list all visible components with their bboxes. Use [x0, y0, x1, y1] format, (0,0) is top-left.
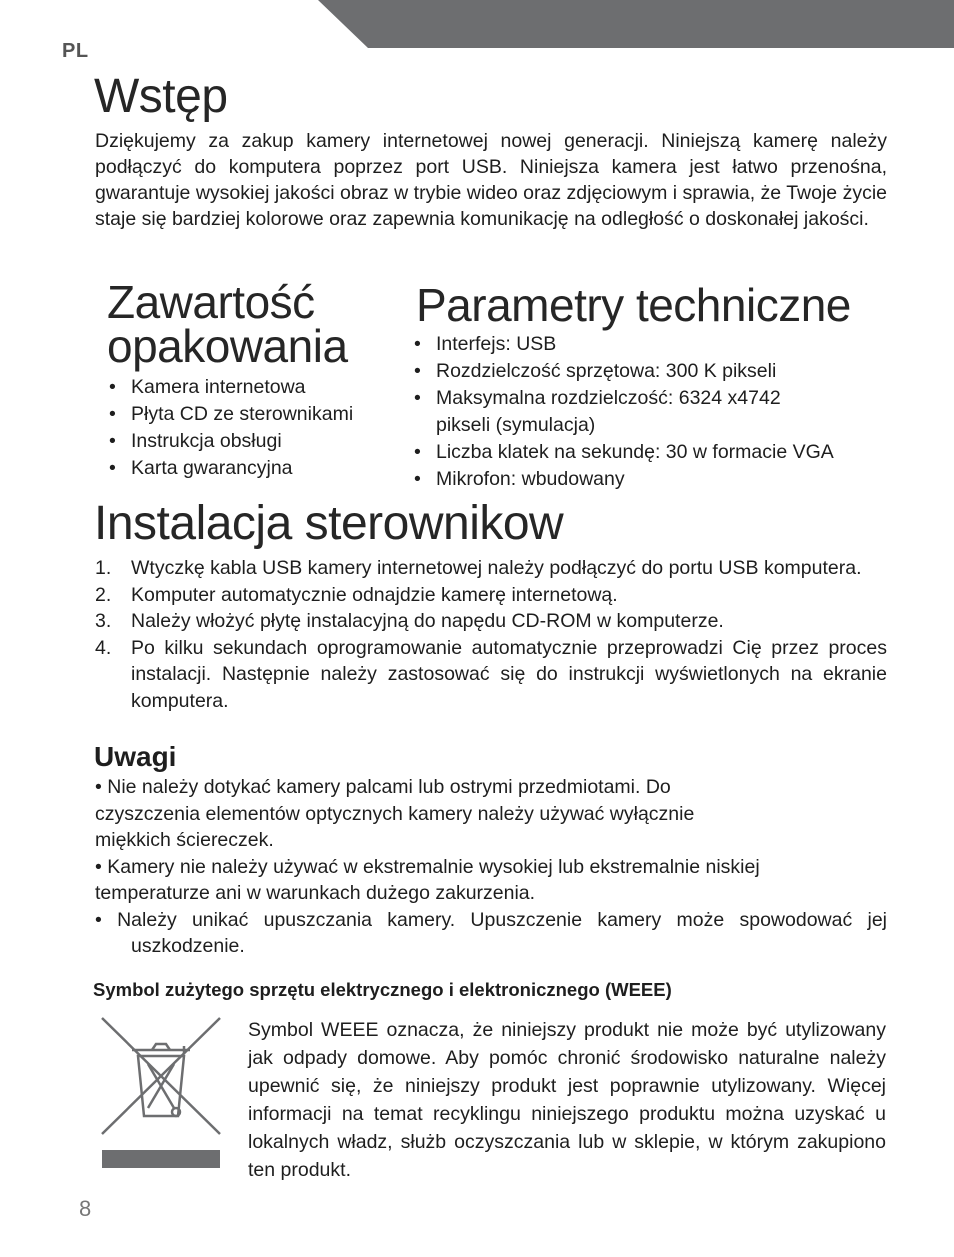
notes-list — [95, 774, 887, 960]
step-item — [95, 635, 887, 715]
list-item: • Rozdzielczość sprzętowa: 300 K pikseli — [414, 358, 894, 385]
list-item: • Kamera internetowa — [109, 374, 409, 401]
note-item: • Nie należy dotykać kamery palcami lub ostrymi przedmiotami. Do czyszczenia elementów optycznych kamery należy używać wyłącznie miękkich ściereczek. — [95, 776, 695, 851]
note-item: • Należy unikać upuszczania kamery. Upuszczenie kamery może spowodować jej uszkodzenie. — [95, 908, 887, 957]
list-item: • Instrukcja obsługi — [109, 428, 409, 455]
language-label: PL — [62, 40, 89, 62]
step-text: Należy włożyć płytę instalacyjną do napędu CD-ROM w komputerze. — [131, 610, 724, 632]
list-item: • Liczba klatek na sekundę: 30 w formacie VGA — [414, 439, 894, 466]
contents-list — [109, 374, 409, 482]
install-title: Instalacja sterownikow — [94, 497, 564, 550]
header-tab — [318, 0, 954, 48]
list-item: • Karta gwarancyjna — [109, 455, 409, 482]
list-item: • Płyta CD ze sterownikami — [109, 401, 409, 428]
step-text: Wtyczkę kabla USB kamery internetowej należy podłączyć do portu USB komputera. — [131, 557, 862, 579]
step-text: Komputer automatycznie odnajdzie kamerę internetową. — [131, 583, 618, 606]
step-number: 3. — [95, 610, 112, 632]
step-item — [95, 608, 887, 635]
page-number: 8 — [79, 1196, 92, 1221]
step-item — [95, 555, 887, 582]
intro-text: Dziękujemy za zakup kamery internetowej nowej generacji. Niniejszą kamerę należy podłączyć do komputera poprzez port USB. Niniejsza kamera jest łatwo przenośna, gwarantuje wysokiej jakości obraz w trybie wideo oraz zdjęciowym i sprawia, że Twoje życie staje się bardziej kolorowe oraz zapewnia komunikację na odległość o doskonałej jakości. — [95, 130, 887, 230]
weee-title: Symbol zużytego sprzętu elektrycznego i elektronicznego (WEEE) — [93, 979, 672, 1000]
notes-title: Uwagi — [94, 741, 177, 772]
list-item: • Maksymalna rozdzielczość: 6324 x4742 pikseli (symulacja) — [414, 385, 816, 439]
step-text: Po kilku sekundach oprogramowanie automatycznie przeprowadzi Cię przez proces instalacji. Następnie należy zastosować się do instrukcji wyświetlonych na ekranie komputera. — [131, 636, 887, 712]
specs-list — [414, 331, 894, 493]
step-number: 4. — [95, 636, 112, 659]
step-item — [95, 582, 887, 609]
intro-title: Wstęp — [94, 70, 228, 123]
install-steps — [95, 555, 887, 714]
step-number: 1. — [95, 557, 112, 579]
weee-text: Symbol WEEE oznacza, że niniejszy produkt nie może być utylizowany jak odpady domowe. Aby pomóc chronić środowisko naturalne należy upewnić się, że niniejszy produkt jest poprawnie utylizowany. Więcej informacji na temat recyklingu niniejszego produktu można uzyskać u lokalnych władz, służb oczyszczania lub w sklepie, w którym zakupiono ten produkt. — [248, 1019, 886, 1181]
specs-title: Parametry techniczne — [416, 279, 851, 331]
step-number: 2. — [95, 583, 112, 606]
contents-title: Zawartość opakowania — [107, 276, 348, 372]
note-item: • Kamery nie należy używać w ekstremalnie wysokiej lub ekstremalnie niskiej temperaturze ani w warunkach dużego zakurzenia. — [95, 855, 760, 904]
list-item: • Mikrofon: wbudowany — [414, 466, 894, 493]
list-item: • Interfejs: USB — [414, 331, 894, 358]
weee-crossed-bin-icon — [100, 1016, 222, 1171]
